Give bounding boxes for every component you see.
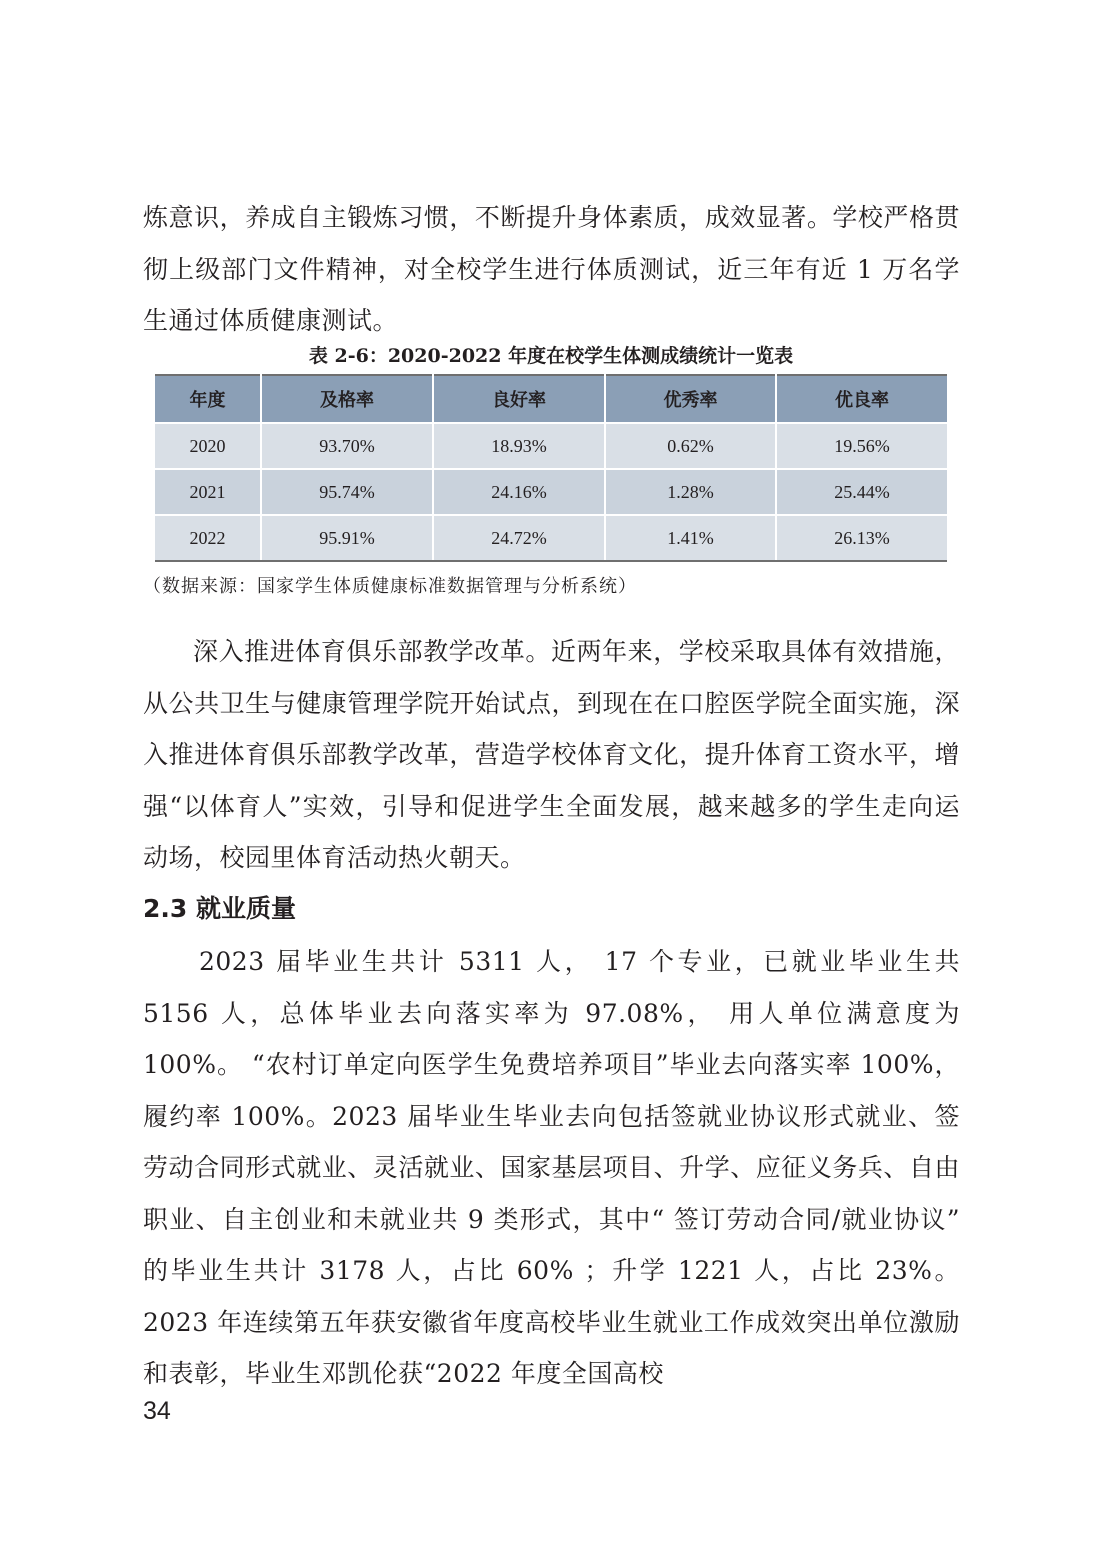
column-header-good-excellent-rate: 优良率 bbox=[776, 375, 947, 423]
table-cell: 2020 bbox=[155, 423, 261, 469]
table-cell: 0.62% bbox=[605, 423, 776, 469]
table-row bbox=[155, 469, 947, 515]
fitness-results-table bbox=[155, 374, 947, 562]
table-cell: 95.91% bbox=[261, 515, 433, 561]
table-cell: 18.93% bbox=[433, 423, 605, 469]
table-cell: 2021 bbox=[155, 469, 261, 515]
table-source-note: （数据来源：国家学生体质健康标准数据管理与分析系统） bbox=[143, 576, 637, 597]
column-header-excellent-rate: 优秀率 bbox=[605, 375, 776, 423]
page-number: 34 bbox=[143, 1397, 171, 1425]
paragraph-employment-quality: 2023 届毕业生共计 5311 人， 17 个专业，已就业毕业生共 5156 人，总体毕业去向落实率为 97.08%， 用人单位满意度为 100%。 “农村订单定向医学生免费培养项目”毕业去向落实率 100%，履约率 100%。2023 届毕业生毕业去向包括签就业协议形式就业、签劳动合同形式就业、灵活就业、国家基层项目、升学、应征义务兵、自由职业、自主创业和未就业共 9 类形式，其中“ 签订劳动合同/就业协议” 的毕业生共计 3178 人，占比 60% ；升学 1221 人，占比 23%。2023 年连续第五年获安徽省年度高校毕业生就业工作成效突出单位激励和表彰，毕业生邓凯伦获“2022 年度全国高校 bbox=[143, 947, 960, 1388]
table-header-row bbox=[155, 375, 947, 423]
table-cell: 93.70% bbox=[261, 423, 433, 469]
column-header-pass-rate: 及格率 bbox=[261, 375, 433, 423]
table-row bbox=[155, 423, 947, 469]
table-cell: 1.41% bbox=[605, 515, 776, 561]
table-row bbox=[155, 515, 947, 561]
table-cell: 2022 bbox=[155, 515, 261, 561]
column-header-year: 年度 bbox=[155, 375, 261, 423]
table-cell: 1.28% bbox=[605, 469, 776, 515]
table-cell: 26.13% bbox=[776, 515, 947, 561]
table-cell: 95.74% bbox=[261, 469, 433, 515]
table-cell: 24.16% bbox=[433, 469, 605, 515]
table-cell: 19.56% bbox=[776, 423, 947, 469]
table-cell: 25.44% bbox=[776, 469, 947, 515]
paragraph-sports-club-reform: 深入推进体育俱乐部教学改革。近两年来，学校采取具体有效措施，从公共卫生与健康管理学院开始试点，到现在在口腔医学院全面实施，深入推进体育俱乐部教学改革，营造学校体育文化，提升体育工资水平，增强“以体育人”实效，引导和促进学生全面发展，越来越多的学生走向运动场，校园里体育活动热火朝天。 bbox=[143, 637, 960, 872]
paragraph-fitness-testing: 炼意识，养成自主锻炼习惯，不断提升身体素质，成效显著。学校严格贯彻上级部门文件精神，对全校学生进行体质测试，近三年有近 1 万名学生通过体质健康测试。 bbox=[143, 203, 960, 335]
column-header-good-rate: 良好率 bbox=[433, 375, 605, 423]
table-cell: 24.72% bbox=[433, 515, 605, 561]
table-caption: 表 2-6：2020-2022 年度在校学生体测成绩统计一览表 bbox=[308, 345, 794, 367]
section-heading: 2.3 就业质量 bbox=[143, 894, 296, 923]
